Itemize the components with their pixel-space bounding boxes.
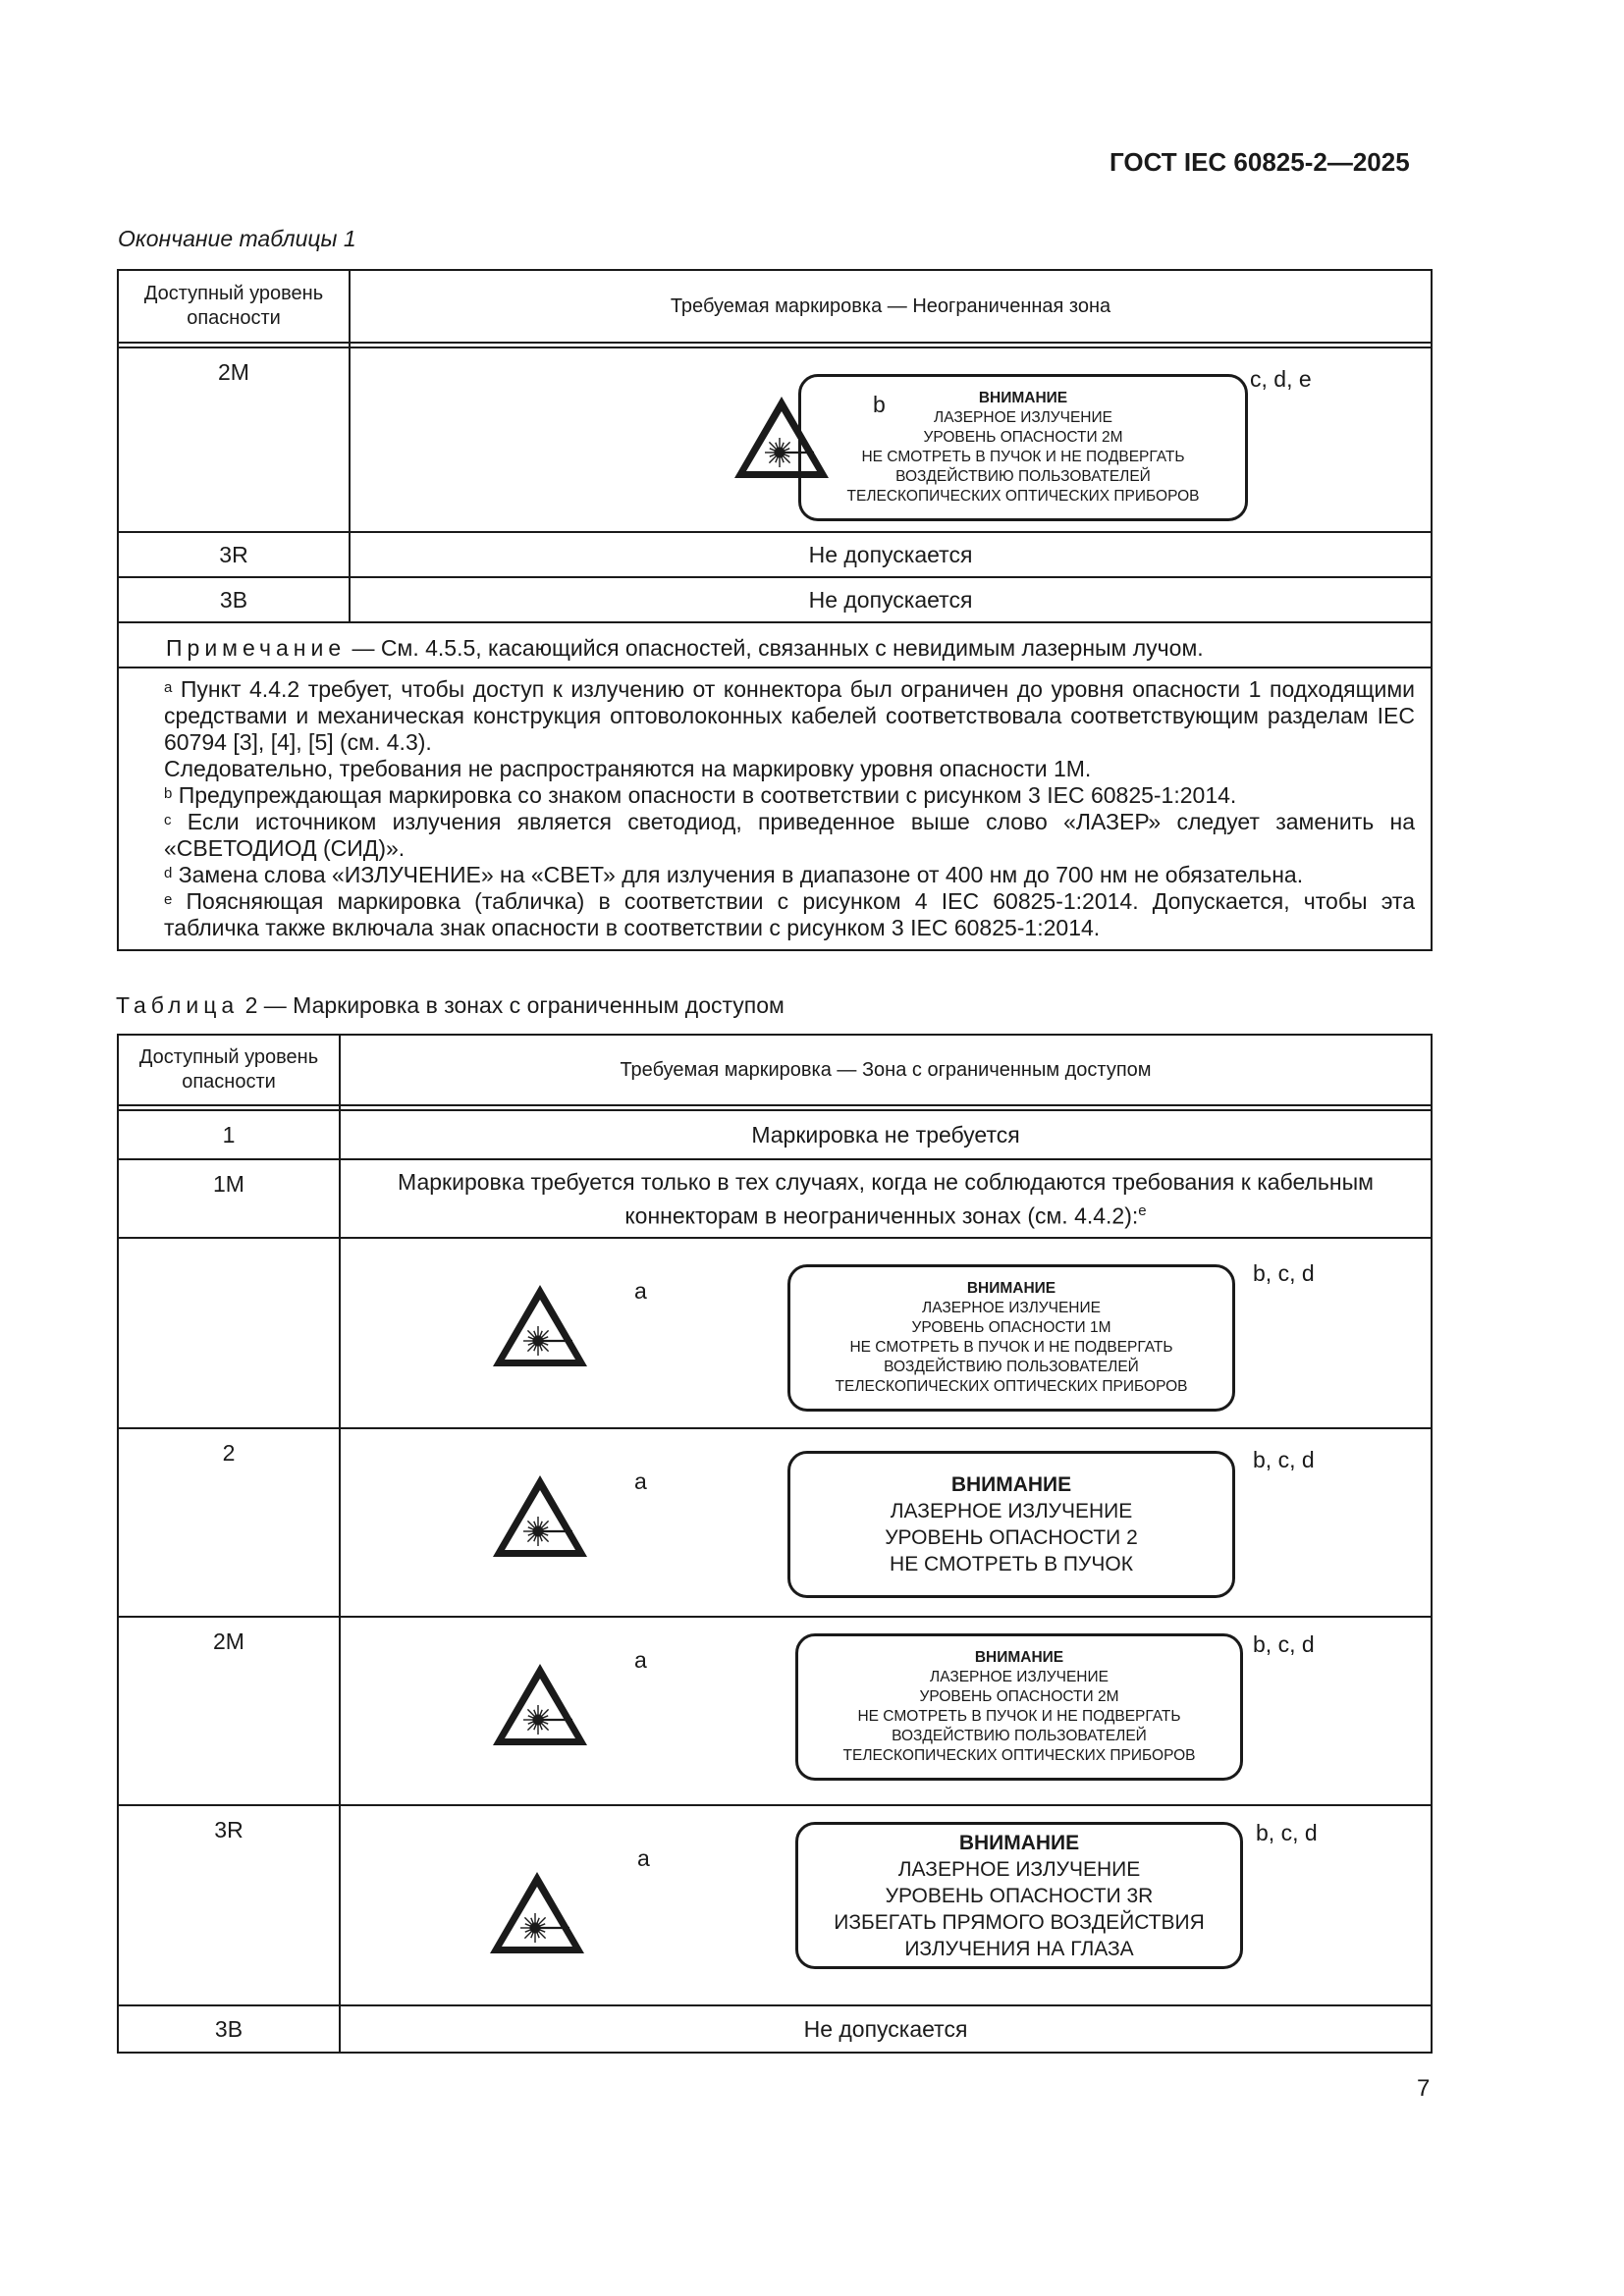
table1-col1-header: Доступный уровень опасности (118, 270, 350, 343)
sign-footnote-ref: a (634, 1468, 647, 1494)
table2-marking-2 (340, 1428, 1432, 1617)
table2-level-1: 1 (118, 1110, 340, 1159)
table-continuation-caption: Окончание таблицы 1 (118, 226, 356, 251)
table2-marking-1: Маркировка не требуется (340, 1110, 1432, 1159)
table1-level-2m: 2M (118, 347, 350, 532)
laser-warning-sign-icon (490, 1282, 590, 1370)
warning-label: ВНИМАНИЕ ЛАЗЕРНОЕ ИЗЛУЧЕНИЕ УРОВЕНЬ ОПАСНОСТИ 1M НЕ СМОТРЕТЬ В ПУЧОК И НЕ ПОДВЕРГАТЬ ВОЗДЕЙСТВИЮ ПОЛЬЗОВАТЕЛЕЙ ТЕЛЕСКОПИЧЕСКИХ ОПТИЧЕСКИХ ПРИБОРОВ (787, 1264, 1235, 1412)
table1-footnotes (118, 667, 1432, 950)
table1-marking-2m (350, 347, 1432, 532)
table2-marking-3b: Не допускается (340, 2005, 1432, 2053)
table1-marking-3r: Не допускается (350, 532, 1432, 577)
sign-footnote-ref: a (634, 1647, 647, 1673)
table2-level-3b: 3B (118, 2005, 340, 2053)
document-header: ГОСТ IEC 60825-2—2025 (1110, 147, 1410, 177)
warning-label: ВНИМАНИЕ ЛАЗЕРНОЕ ИЗЛУЧЕНИЕ УРОВЕНЬ ОПАСНОСТИ 2 НЕ СМОТРЕТЬ В ПУЧОК (787, 1451, 1235, 1598)
label-footnote-ref: b, c, d (1253, 1260, 1315, 1286)
footnote-b: $^b$ Предупреждающая маркировка со знаком опасности в соответствии с рисунком 3 IEC 60825-1:2014. (164, 782, 1237, 808)
table2-marking-3r (340, 1805, 1432, 2005)
laser-warning-sign-icon (487, 1869, 587, 1957)
table2-marking-1m-text: Маркировка требуется только в тех случаях, когда не соблюдаются требования к кабельным коннекторам в неограниченных зонах (см. 4.4.2):$^e$ (340, 1159, 1432, 1238)
table1-note: Примечание — См. 4.5.5, касающийся опасностей, связанных с невидимым лазерным лучом. (118, 622, 1432, 667)
table2-level-1m-empty (118, 1238, 340, 1428)
footnote-c: $^c$ Если источником излучения является светодиод, приведенное выше слово «ЛАЗЕР» следует заменить на «СВЕТОДИОД (СИД)». (164, 809, 1415, 861)
warning-label: ВНИМАНИЕ ЛАЗЕРНОЕ ИЗЛУЧЕНИЕ УРОВЕНЬ ОПАСНОСТИ 2M НЕ СМОТРЕТЬ В ПУЧОК И НЕ ПОДВЕРГАТЬ ВОЗДЕЙСТВИЮ ПОЛЬЗОВАТЕЛЕЙ ТЕЛЕСКОПИЧЕСКИХ ОПТИЧЕСКИХ ПРИБОРОВ (798, 374, 1248, 521)
table-1 (117, 269, 1433, 951)
table2-marking-2m (340, 1617, 1432, 1805)
table1-col2-header: Требуемая маркировка — Неограниченная зона (350, 270, 1432, 343)
table-2-caption: Таблица 2 — Маркировка в зонах с ограниченным доступом (116, 992, 785, 1018)
footnote-e: $^e$ Поясняющая маркировка (табличка) в соответствии с рисунком 4 IEC 60825-1:2014. Допускается, чтобы эта табличка также включала знак опасности в соответствии с рисунком 3 IEC 60825-1:2014. (164, 888, 1415, 940)
laser-warning-sign-icon (490, 1661, 590, 1749)
label-footnote-ref: b, c, d (1253, 1447, 1315, 1472)
label-footnote-ref: b, c, d (1256, 1820, 1318, 1845)
warning-label: ВНИМАНИЕ ЛАЗЕРНОЕ ИЗЛУЧЕНИЕ УРОВЕНЬ ОПАСНОСТИ 2M НЕ СМОТРЕТЬ В ПУЧОК И НЕ ПОДВЕРГАТЬ ВОЗДЕЙСТВИЮ ПОЛЬЗОВАТЕЛЕЙ ТЕЛЕСКОПИЧЕСКИХ ОПТИЧЕСКИХ ПРИБОРОВ (795, 1633, 1243, 1781)
table2-level-2m: 2M (118, 1617, 340, 1805)
label-footnote-ref: c, d, e (1250, 366, 1312, 392)
table-2 (117, 1034, 1433, 2054)
label-footnote-ref: b, c, d (1253, 1631, 1315, 1657)
sign-footnote-ref: a (637, 1845, 650, 1871)
footnote-d: $^d$ Замена слова «ИЗЛУЧЕНИЕ» на «СВЕТ» для излучения в диапазоне от 400 нм до 700 нм не обязательна. (164, 862, 1304, 887)
footnote-a-cont: Следовательно, требования не распространяются на маркировку уровня опасности 1M. (164, 756, 1092, 781)
page-number: 7 (1417, 2075, 1431, 2102)
table2-level-1m: 1M (118, 1159, 340, 1238)
table2-level-3r: 3R (118, 1805, 340, 2005)
sign-footnote-ref: a (634, 1278, 647, 1304)
table1-level-3r: 3R (118, 532, 350, 577)
table2-level-2: 2 (118, 1428, 340, 1617)
laser-warning-sign-icon (490, 1472, 590, 1561)
table1-level-3b: 3B (118, 577, 350, 622)
table1-marking-3b: Не допускается (350, 577, 1432, 622)
sign-footnote-ref: b (873, 392, 886, 417)
warning-label: ВНИМАНИЕ ЛАЗЕРНОЕ ИЗЛУЧЕНИЕ УРОВЕНЬ ОПАСНОСТИ 3R ИЗБЕГАТЬ ПРЯМОГО ВОЗДЕЙСТВИЯ ИЗЛУЧЕНИЯ НА ГЛАЗА (795, 1822, 1243, 1969)
footnote-a: $^a$ Пункт 4.4.2 требует, чтобы доступ к излучению от коннектора был ограничен до уровня опасности 1 подходящими средствами и механическая конструкция оптоволоконных кабелей соответствовала соответствующим разделам IEC 60794 [3], [4], [5] (см. 4.3). (164, 676, 1415, 755)
table2-col1-header: Доступный уровень опасности (118, 1035, 340, 1105)
table2-col2-header: Требуемая маркировка — Зона с ограниченным доступом (340, 1035, 1432, 1105)
table2-marking-1m-sign (340, 1238, 1432, 1428)
